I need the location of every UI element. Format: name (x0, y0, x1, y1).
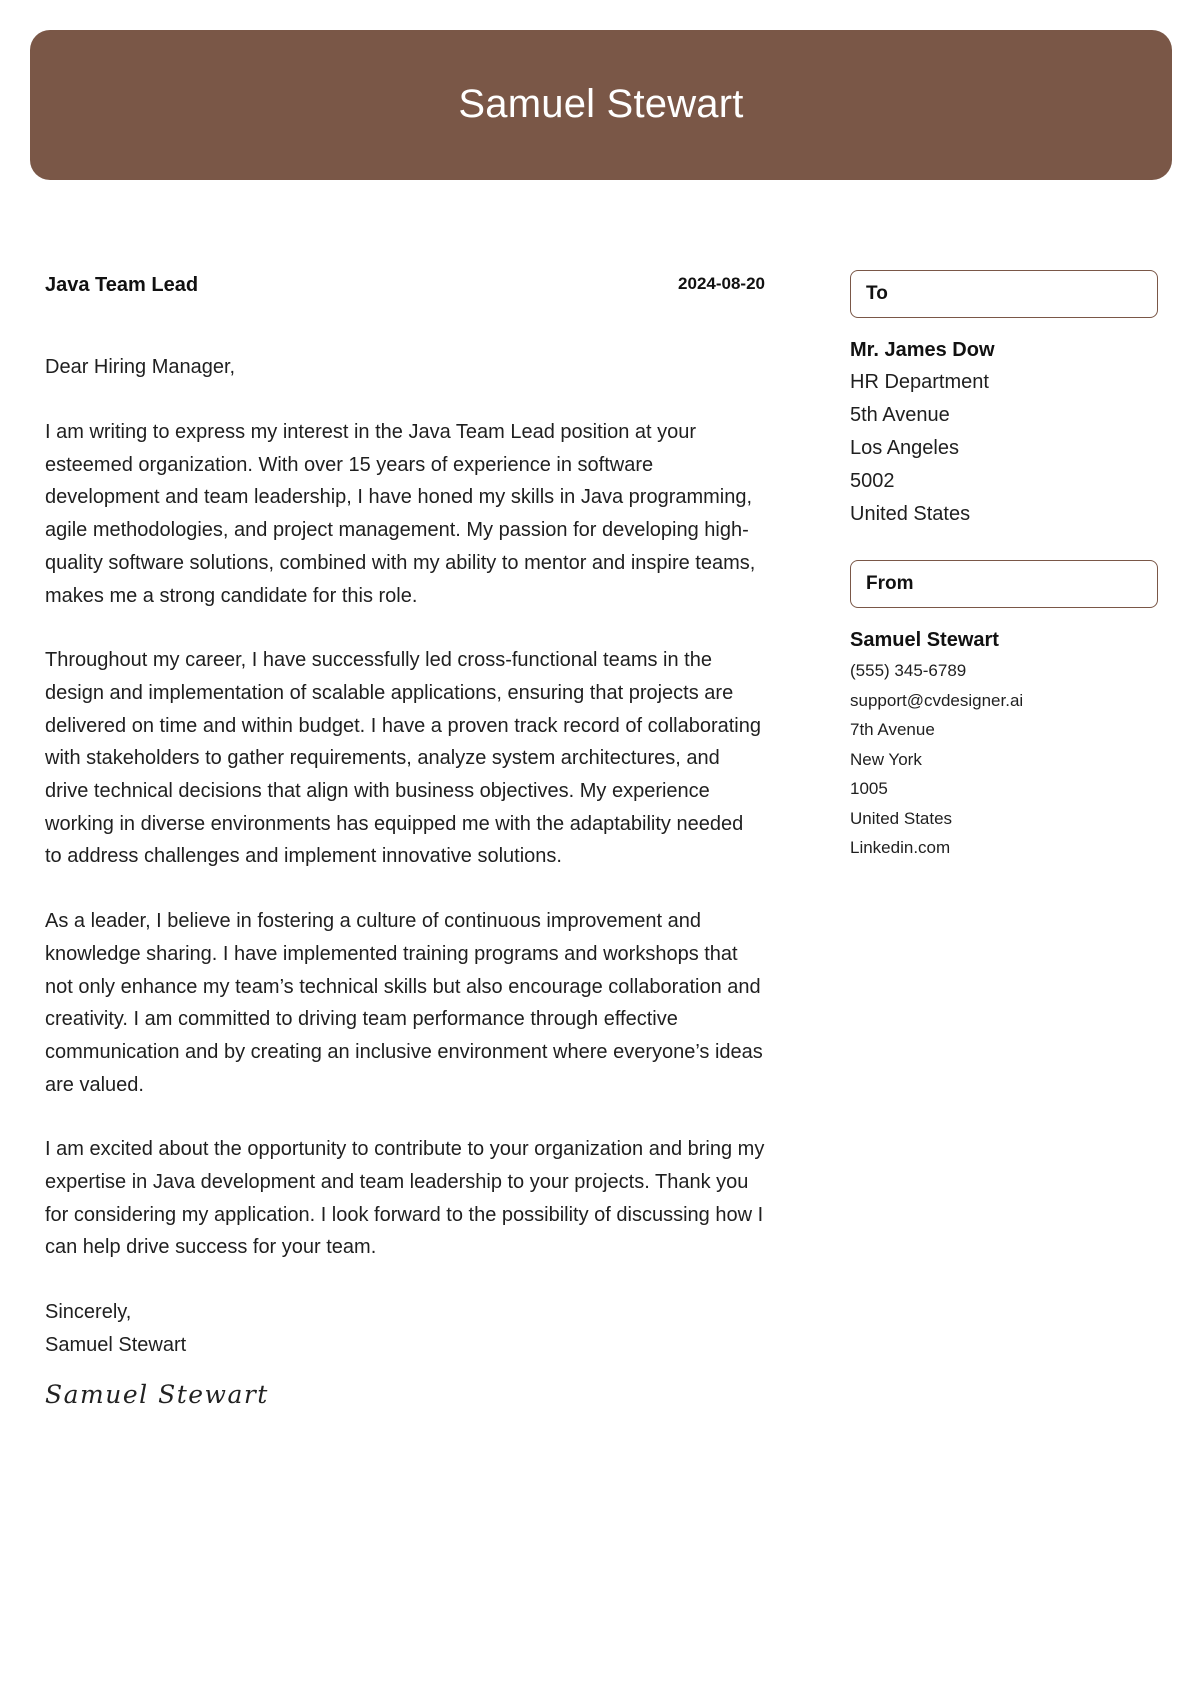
letter-body (45, 270, 765, 1409)
closing-name: Samuel Stewart (45, 1334, 187, 1357)
header-banner (30, 30, 1172, 180)
sender-phone: (555) 345-6789 (850, 661, 967, 680)
paragraph-intro: I am writing to express my interest in the Java Team Lead position at your esteemed organization. With over 15 years of experience in software development and team leadership, I have honed my skills in Java programming, agile methodologies, and project management. My passion for developing high-quality software solutions, combined with my ability to mentor and inspire teams, makes me a strong candidate for this role. (45, 421, 756, 607)
closing-block (45, 1296, 765, 1362)
paragraph-leadership: As a leader, I believe in fostering a culture of continuous improvement and knowledge sharing. I have implemented training programs and workshops that not only enhance my team’s technical skills but also encourage collaboration and creativity. I am committed to driving team performance through effective communication and by creating an inclusive environment where everyone’s ideas are valued. (45, 910, 763, 1096)
recipient-zip: 5002 (850, 470, 895, 492)
paragraph-career: Throughout my career, I have successfully led cross-functional teams in the design and implementation of scalable applications, ensuring that projects are delivered on time and within budget. I have a proven track record of collaborating with stakeholders to gather requirements, analyze system architectures, and drive technical decisions that align with business objectives. My experience working in diverse environments has equipped me with the adaptability needed to address challenges and implement innovative solutions. (45, 649, 761, 868)
handwritten-signature: Samuel Stewart (45, 1380, 269, 1410)
recipient-country: United States (850, 503, 971, 525)
sender-city: New York (850, 749, 922, 769)
letter-date: 2024-08-20 (678, 274, 765, 293)
to-label: To (866, 283, 888, 304)
sender-name: Samuel Stewart (850, 629, 999, 651)
salutation: Dear Hiring Manager, (45, 356, 236, 378)
address-sidebar (850, 270, 1158, 863)
letter-title-row (45, 270, 765, 300)
paragraph-conclusion: I am excited about the opportunity to contribute to your organization and bring my expertise in Java development and team leadership to your projects. Thank you for considering my application. I look forward to the possibility of discussing how I can help drive success for your team. (45, 1138, 765, 1259)
job-title: Java Team Lead (45, 274, 199, 296)
sender-street: 7th Avenue (850, 720, 935, 739)
sender-country: United States (850, 808, 953, 828)
from-section-header (850, 560, 1158, 608)
to-section-header (850, 270, 1158, 318)
applicant-name: Samuel Stewart (458, 81, 744, 126)
from-label: From (866, 573, 914, 594)
recipient-street: 5th Avenue (850, 404, 950, 426)
recipient-city: Los Angeles (850, 437, 959, 459)
closing-phrase: Sincerely, (45, 1301, 132, 1324)
sender-zip: 1005 (850, 779, 888, 798)
sender-linkedin: Linkedin.com (850, 838, 951, 857)
recipient-department: HR Department (850, 371, 989, 393)
sender-email: support@cvdesigner.ai (850, 690, 1024, 710)
recipient-name: Mr. James Dow (850, 339, 995, 361)
